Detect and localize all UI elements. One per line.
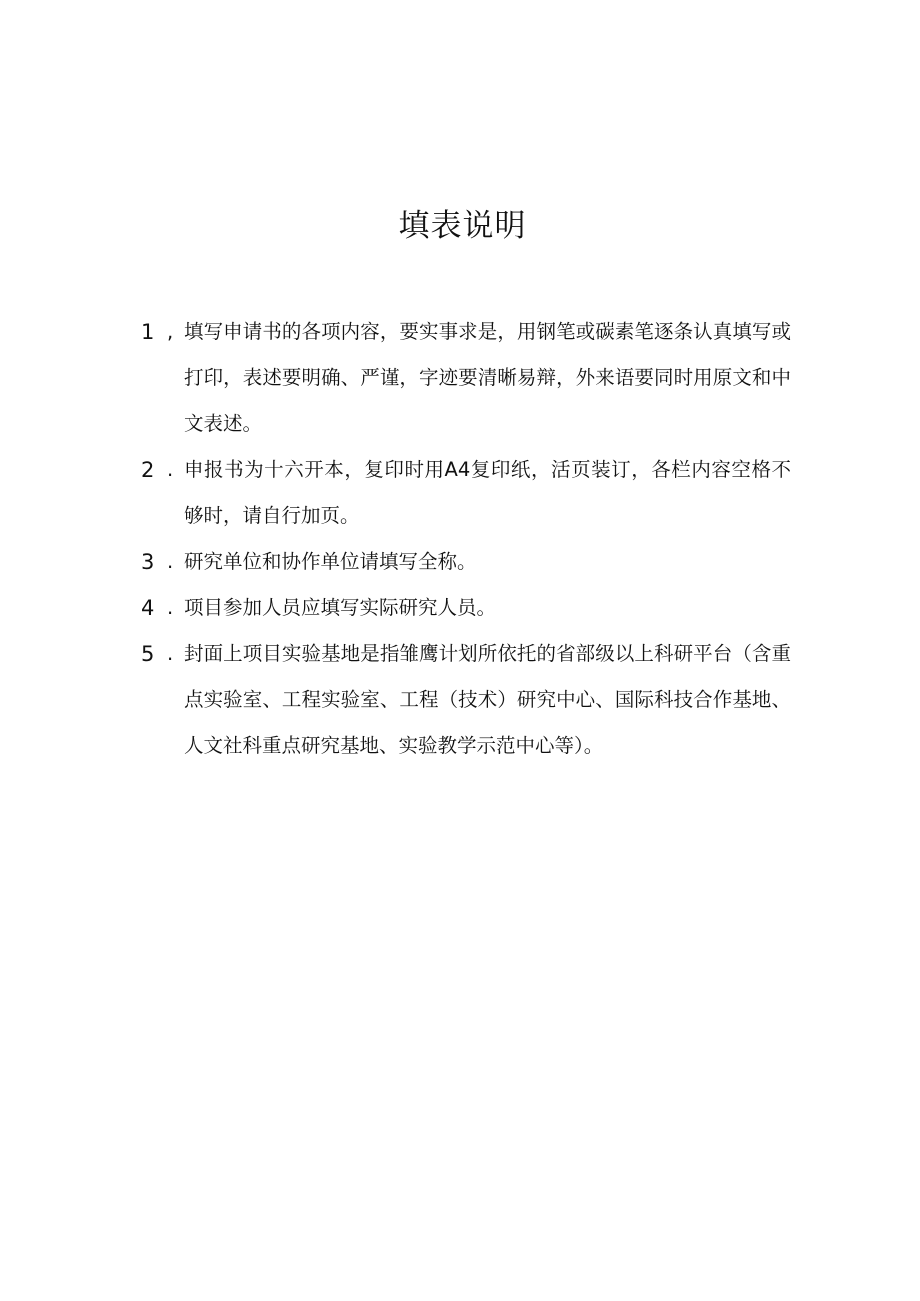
item-separator: . (167, 550, 174, 573)
item-separator: . (167, 642, 174, 665)
item-text: 申报书为十六开本，复印时用A4复印纸，活页装订，各栏内容空格不够时，请自行加页。 (184, 458, 791, 527)
item-text: 研究单位和协作单位请填写全称。 (184, 550, 477, 573)
page-title: 填表说明 (398, 208, 527, 244)
item-text: 封面上项目实验基地是指雏鹰计划所依托的省部级以上科研平台（含重点实验室、工程实验室、工程（技术）研究中心、国际科技合作基地、人文社科重点研究基地、实验教学示范中心等）。 (184, 642, 791, 757)
list-item (141, 631, 791, 769)
item-number: 5 (141, 642, 155, 666)
item-text: 填写申请书的各项内容，要实事求是，用钢笔或碳素笔逐条认真填写或打印，表述要明确、严谨，字迹要清晰易辩，外来语要同时用原文和中文表述。 (184, 320, 791, 435)
item-number: 3 (141, 550, 155, 574)
list-item (141, 585, 791, 631)
item-separator: , (167, 320, 174, 343)
list-item (141, 309, 791, 447)
instruction-list (141, 309, 791, 769)
item-number: 2 (141, 458, 155, 482)
item-text: 项目参加人员应填写实际研究人员。 (184, 596, 497, 619)
list-item (141, 539, 791, 585)
item-separator: . (167, 458, 174, 481)
item-separator: . (167, 596, 174, 619)
list-item (141, 447, 791, 539)
item-number: 4 (141, 596, 155, 620)
item-number: 1 (141, 320, 155, 344)
